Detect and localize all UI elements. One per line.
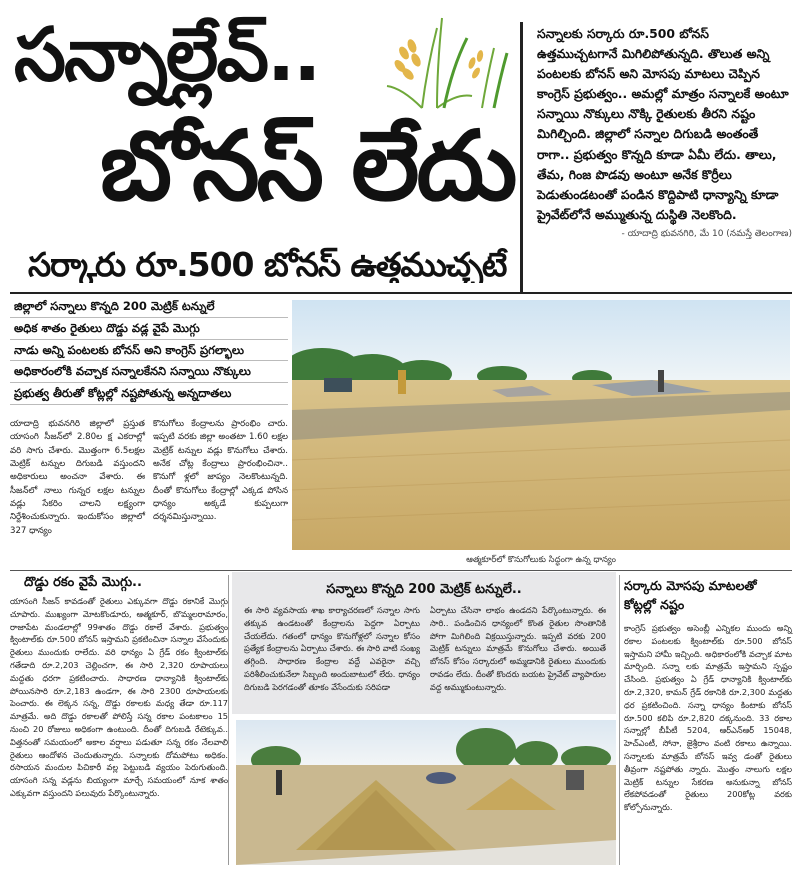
- divider: [10, 570, 792, 571]
- section-title-left: దొడ్డు రకం వైపే మొగ్గు..: [24, 575, 142, 590]
- divider: [10, 292, 792, 294]
- section-body-middle: [244, 604, 606, 694]
- middle-column-2: ఏర్పాటు చేసినా లాభం ఉండదని పేర్కొంటున్నారు. ఈ సారి.. పండించిన ధాన్యంలో కొంత రైతుల సొంతానికి పోగా మిగిలింది విక్రయిస్తున్నారు. ఇప్పటి వరకు 200 మెట్రిక్ టన్నులు మాత్రమే కొనుగోలు చేశారు. అయితే బోనస్ కోసం సర్కారులో అమ్మడానికి రైతులు ముందుకు రావడం లేదు. దీంతో కొందరు బయట ప్రైవేట్ వ్యాపారుల వద్ద అమ్ముకుంటున్నారు.: [430, 605, 606, 692]
- highlight-box: [232, 572, 616, 714]
- headline-line1: సన్నాల్లేవ్..: [14, 12, 320, 98]
- body-columns: [10, 418, 288, 538]
- deck-line: ప్రభుత్వ తీరుతో కోట్లల్లో నష్టపోతున్న అన్నదాతలు: [10, 383, 288, 405]
- section-title-middle: సన్నాలు కొన్నది 200 మెట్రిక్ టన్నులే..: [326, 582, 522, 597]
- paddy-illustration: [382, 8, 512, 113]
- body-column-1: యాదాద్రి భువనగిరి జిల్లాలో ప్రస్తుత యాసంగి సీజన్‌లో 2.80ల క్ష ఎకరాల్లో వరి సాగు చేశారు. మొత్తంగా 6.5లక్షల మెట్రిక్ టన్నుల దిగుబడి వస్తుందని అధికారులు అంచనా వేశారు. ఈ సీజన్‌లో నాలు గున్నర లక్షల టన్నుల వడ్లు సేకరిం చాలని లక్ష్యంగా నిర్దేశించుకున్నారు. ఇందుకోసం జిల్లాలో 327 ధాన్యం: [10, 419, 145, 536]
- section-body-left: యాసంగి సీజన్ కావడంతో రైతులు ఎక్కువగా దొడ్డు రకానికే మొగ్గు చూపారు. ముఖ్యంగా మోటకొండూరు, ఆత్మకూర్, బొమ్మలరామారం, రాజాపేట మండలాల్లో 99శాతం దొడ్డు రకాలే వేశారు. ప్రభుత్వం క్వింటాల్‌కు రూ.500 బోనస్ ఇస్తామని ప్రకటించినా సన్నాల వేసేందుకు రైతులు ముందుకు రాలేదు. వరి ధాన్యం ఏ గ్రేడ్ రకం క్వింటాల్‌కు గతేడాది రూ.2,203 చెల్లించగా, ఈ సారి 2,320 రూపాయలు మద్దతు ధరగా ప్రకటించారు. సాధారణ ధాన్యానికి క్వింటాల్‌కు పోయినసారి రూ.2,183 ఉండగా, ఈ సారి 2300 రూపాయలకు పెంచారు. ఈ లెక్కన సన్న, దొడ్డు రకాలకు మధ్య తేడా రూ.117 మాత్రమే. అది దొడ్డు రకాలతో పోలిస్తే సన్న రకాల పంటకాలం 15 నుంచి 20 రోజులు అధికంగా ఉంటుంది. దీంతో దిగుబడి రేటెక్కువ.. విత్తనంతో సమయంలో అకాల వర్షాలు పడుతూ సన్న రకం నేలవాలి రైతులు ఆందోళన చెందుతున్నారు. సన్నాలకు దోమపోటు అధికం. రసాయన మందుల పిచికారీ వల్ల పెట్టుబడి వ్యయం పెరుగుతుంది. యాసంగి సన్న వడ్లను బియ్యంగా మార్చే సమయంలో నూక శాతం ఎక్కువగా వస్తుందని పలువురు పేర్కొంటున్నారు.: [10, 596, 228, 798]
- headline-line2: బోనస్ లేదు: [100, 110, 515, 222]
- dateline-credit: - యాదాద్రి భువనగిరి, మే 10 (నమస్తే తెలంగాణ): [621, 228, 792, 239]
- body-column-2: కొనుగోలు కేంద్రాలను ప్రారంభిం చారు. ఇప్పటి వరకు జిల్లా అంతటా 1.60 లక్షల మెట్రిక్ టన్నుల వడ్లు కొనుగోలు చేశారు. అనేక చోట్ల కేంద్రాలు ప్రారంభించినా.. కొనుగో ళ్లలో జాప్యం నెలకొంటున్నది. దీంతో కొనుగోలు కేంద్రాల్లో ఎక్కడ పోసిన ధాన్యం అక్కడే కుప్పలుగా దర్శనమిస్తున్నాయి.: [153, 419, 288, 523]
- photo-caption: ఆత్మకూర్‌లో కొనుగోలుకు సిద్ధంగా ఉన్న ధాన్యం: [466, 555, 616, 565]
- column-rule: [619, 575, 620, 865]
- section-title-right: సర్కారు మోసపు మాటలతో కోట్లల్లో నష్టం: [624, 578, 757, 613]
- deck-line: అధికారంలోకి వచ్చాక సన్నాలకేనని సన్నాయి నొక్కులు: [10, 361, 288, 383]
- intro-text: సన్నాలకు సర్కారు రూ.500 బోనస్ ఉత్తముచ్చటగానే మిగిలిపోతున్నది. తొలుత అన్ని పంటలకు బోనస్ అని మోసపు మాటలు చెప్పిన కాంగ్రెస్ ప్రభుత్వం.. అమల్లో మాత్రం సన్నాలకే అంటూ సన్నాయి నొక్కులు నొక్కి రైతులకు తీరని నష్టం మిగిల్చింది. జిల్లాలో సన్నాల దిగుబడి అంతంతే రాగా.. ప్రభుత్వం కొన్నది కూడా ఏమీ లేదు. తాలు, తేమ, గింజ పొడవు అంటూ అనేక కొర్రీలు పెడుతుండటంతో పండిన కొద్దిపాటి ధాన్యాన్ని కూడా ప్రైవేట్‌లోనే అమ్ముతున్న దుస్థితి నెలకొంది.: [537, 26, 789, 222]
- grain-heaps-photo: [236, 720, 616, 865]
- middle-column-1: ఈ సారి వ్యవసాయ శాఖ కార్యాచరణలో సన్నాల సాగు తక్కువ ఉండటంతో కేంద్రాలను పెద్దగా ఏర్పాటు చేయలేదు. గతంలో ధాన్యం కొనుగోళ్లలో సన్నాల కోసం ప్రత్యేక కేంద్రాలను ఏర్పాటు చేశారు. ఈ సారి వాటి సంఖ్య తగ్గింది. సాధారణ కేంద్రాల వద్దే ఎవరైనా వచ్చి పరిశీలించుకునేలా సిబ్బంది అందుబాటులో లేరు. ధాన్యం దిగుబడి పెరగడంతో తూకం వేసేందుకు సరిపడా: [244, 605, 420, 692]
- deck-line: నాడు అన్ని పంటలకు బోనస్ అని కాంగ్రెస్ ప్రగల్భాలు: [10, 340, 288, 362]
- deck-line: జిల్లాలో సన్నాలు కొన్నది 200 మెట్రిక్ టన్నులే: [10, 296, 288, 318]
- deck-highlights: [10, 296, 288, 405]
- deck-line: అధిక శాతం రైతులు దొడ్డు వడ్ల వైపే మొగ్గు: [10, 318, 288, 340]
- subheadline: సర్కారు రూ.500 బోనస్ ఉత్తముచ్చటే: [28, 247, 507, 284]
- column-rule: [228, 575, 229, 865]
- intro-box: [520, 22, 792, 294]
- section-body-right: కాంగ్రెస్ ప్రభుత్వం అసెంబ్లీ ఎన్నికల ముందు అన్ని రకాల పంటలకు క్వింటాల్‌కు రూ.500 బోనస్ ఇస్తామని హామీ ఇచ్చింది. అధికారంలోకి వచ్చాక మాట మార్చింది. సన్నా లకు మాత్రమే ఇస్తామని స్పష్టం చేసింది. ప్రభుత్వం ఏ గ్రేడ్ ధాన్యానికి క్వింటాల్‌కు రూ.2,320, కామన్ గ్రేడ్ రకానికి రూ.2,300 మద్దతు ధర ప్రకటించింది. సన్నా ధాన్యం కింటాకు బోనస్ రూ.500 కలిపి రూ.2,820 దక్కనుంది. 33 రకాల సన్నాల్లో బీపీటీ 5204, ఆర్‌ఎన్ఆర్ 15048, హెచ్ఎంటీ, సోనా, జైశ్రీరాం వంటి రకాలు ఉన్నాయి. సన్నాలకు మాత్రమే బోనస్ ఇవ్వ డంతో రైతులు తీవ్రంగా నష్టపోతు న్నారు. మొత్తం నాలుగు లక్షల మెట్రిక్ టన్నుల సేకరణ అనుకున్నా బోనస్ లేకపోవడంతో రైతులు 200కోట్ల వరకు కోల్పోనున్నారు.: [624, 623, 792, 813]
- grain-drying-photo: [292, 300, 790, 550]
